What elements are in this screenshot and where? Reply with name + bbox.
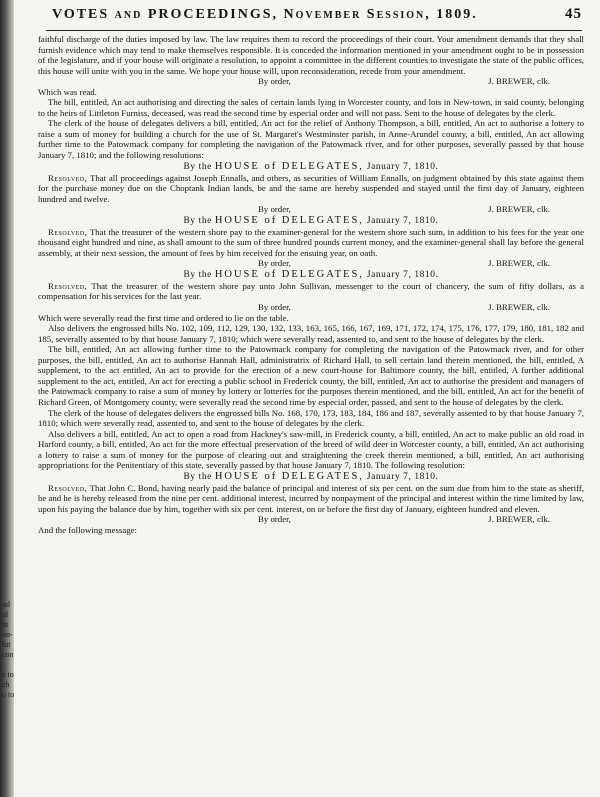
house-heading	[38, 269, 584, 281]
resolved-label: Resolved,	[48, 226, 88, 237]
text-paragraph	[38, 97, 584, 118]
text-paragraph	[38, 118, 584, 160]
text-paragraph	[38, 525, 584, 536]
by-order-text: By order,	[258, 514, 291, 525]
paragraph-text: The bill, entitled, An act allowing further time to the Patowmack company for completing the navigation of the Patowmack river, and for other purposes, the bill, entitled, An act to authorise Hannah Hall, administratrix of Richard Hall, to sell certain land therein mentioned, the bill, entitled, A supplement, to the act entitled, An act to provide for the erection of a new court-house for Baltimore county, the bill, entitled, A further additional supplement to the act, entitled, An act for erecting a public school in Frederick county, the bill, entitled, An act to authorise the president and managers of the Patowmack company to raise a sum of money by lottery or lotteries for the purposes therein mentioned, and the bill, entitled, An act for the benefit of Richard Green, of Montgomery county, were severally read the second time by especial order, passed, and sent to the house of delegates by the clerk.	[38, 344, 584, 407]
text-paragraph	[38, 87, 584, 98]
gutter-fragment: ch	[2, 680, 10, 689]
head-rule	[46, 30, 582, 31]
paragraph-text: Which were severally read the first time and ordered to lie on the table.	[38, 312, 289, 323]
by-order-text: By order,	[258, 258, 291, 269]
resolution-paragraph	[38, 173, 584, 205]
by-order-line	[38, 258, 584, 269]
heading-house: HOUSE of DELEGATES,	[214, 470, 364, 482]
heading-house: HOUSE of DELEGATES,	[214, 160, 364, 172]
heading-date: January 7, 1810.	[363, 269, 439, 280]
house-heading	[38, 471, 584, 483]
heading-house: HOUSE of DELEGATES,	[214, 268, 364, 280]
by-order-text: By order,	[258, 302, 291, 313]
paragraph-text: That John C. Bond, having nearly paid the balance of principal and interest of six per cent. on the sum due from him to the state as sheriff, be and he is hereby released from the nine per cent. additional interest, incurred by nonpayment of the principal and interest within the time limited by law, upon his paying the balance due by him, together with six per cent. interest, on or before the first day of January, eighteen hundred and eleven.	[38, 482, 584, 514]
paragraph-text: Which was read.	[38, 86, 97, 97]
running-head-title: VOTES and PROCEEDINGS, November Session, 1809.	[52, 7, 478, 22]
paragraph-text: Also delivers a bill, entitled, An act to open a road from Hackney's saw-mill, in Frederick county, a bill, entitled, An act to make public an old road in Harford county, a bill, entitled, An act for the more effectual preservation of the breed of wild deer in Worcester county, a bill, entitled, An act authorising a lottery to raise a sum of money for the purpose of clearing out and straightening the creek therein mentioned, a bill, entitled, An act authorising appropriations for the Penitentiary of this state, severally passed by that house January 7, 1810. The following resolution:	[38, 428, 584, 471]
house-heading	[38, 161, 584, 173]
clerk-signature: J. BREWER, clk.	[488, 514, 550, 525]
resolved-label: Resolved,	[48, 172, 88, 183]
by-order-line	[38, 514, 584, 525]
by-order-line	[38, 76, 584, 87]
heading-prefix: By the	[183, 215, 215, 226]
text-paragraph	[38, 323, 584, 344]
clerk-signature: J. BREWER, clk.	[488, 204, 550, 215]
resolution-paragraph	[38, 227, 584, 259]
by-order-line	[38, 204, 584, 215]
gutter-fragment: con	[2, 650, 14, 659]
text-paragraph	[38, 429, 584, 471]
gutter-fragments	[2, 600, 20, 700]
gutter-fragment: ol	[2, 610, 9, 619]
heading-house: HOUSE of DELEGATES,	[214, 214, 364, 226]
gutter-fragment: ht	[2, 620, 9, 629]
paragraph-text: That all proceedings against Joseph Ennalls, and others, as securities of William Ennalls, on judgment obtained by this state against them for the purchase money due on the Choptank Indian lands, be and the same are hereby suspended and stayed until the first day of January, eighteen hundred and twelve.	[38, 172, 584, 204]
paragraph-text: And the following message:	[38, 524, 137, 535]
heading-date: January 7, 1810.	[363, 471, 439, 482]
by-order-text: By order,	[258, 76, 291, 87]
paragraph-text: The bill, entitled, An act authorising and directing the sales of certain lands lying in Worcester county, and lots in New-town, in said county, belonging to the heirs of Littleton Furniss, deceased, was read the second time by especial order and will not pass. Sent to the house of delegates by the clerk.	[38, 97, 584, 118]
page-number: 45	[565, 6, 582, 22]
by-order-text: By order,	[258, 204, 291, 215]
resolved-label: Resolved,	[48, 280, 88, 291]
paragraph-text: faithful discharge of the duties imposed by law. The law requires them to record the proceedings of their court. Your amendment demands that they shall furnish evidence which may tend to make themselves responsible. It is conceded the information mentioned in your amendment ought to be in possession of the legislature, and if your house will originate a resolution, to appoint a committee in the different counties to investigate the state of the public offices, this house will unite with you in the same. We hope your house will, upon reconsideration, recede from your amendment.	[38, 34, 584, 76]
gutter-fragment: on-	[2, 630, 13, 639]
heading-date: January 7, 1810.	[363, 161, 439, 172]
document-body	[38, 34, 584, 536]
gutter-fragment: lut	[2, 640, 11, 649]
clerk-signature: J. BREWER, clk.	[488, 302, 550, 313]
text-paragraph	[38, 313, 584, 324]
text-paragraph	[38, 34, 584, 76]
paragraph-text: Also delivers the engrossed bills No. 102, 109, 112, 129, 130, 132, 133, 163, 165, 166, 167, 169, 171, 172, 174, 175, 176, 177, 179, 180, 181, 182 and 185, severally assented to by that house January 7, 1810; which were severally read, assented to, and sent to the house of delegates by the clerk.	[38, 323, 584, 344]
gutter-fragment	[2, 660, 20, 670]
heading-date: January 7, 1810.	[363, 215, 439, 226]
text-paragraph	[38, 408, 584, 429]
paragraph-text: The clerk of the house of delegates delivers the engrossed bills No. 168, 170, 173, 183, 184, 186 and 187, severally assented to by that house January 7, 1810; which were severally read, assented to, and sent to the house of delegates by the clerk.	[38, 407, 584, 429]
house-heading	[38, 215, 584, 227]
heading-prefix: By the	[183, 269, 215, 280]
text-paragraph	[38, 344, 584, 407]
resolution-paragraph	[38, 281, 584, 302]
heading-prefix: By the	[183, 161, 215, 172]
clerk-signature: J. BREWER, clk.	[488, 76, 550, 87]
heading-prefix: By the	[183, 471, 215, 482]
resolved-label: Resolved,	[48, 482, 88, 493]
running-head	[52, 6, 582, 28]
gutter-fragment: e to	[2, 670, 14, 679]
paragraph-text: That the treasurer of the western shore pay unto John Sullivan, messenger to the court of chancery, the sum of fifty dollars, as a compensation for his services for the last year.	[38, 280, 584, 302]
clerk-signature: J. BREWER, clk.	[488, 258, 550, 269]
gutter-fragment: o to	[2, 690, 15, 699]
by-order-line	[38, 302, 584, 313]
paragraph-text: The clerk of the house of delegates delivers a bill, entitled, An act for the relief of Anthony Thompson, a bill, entitled, An act to authorise a lottery to raise a sum of money for building a church for the use of St. Margaret's Westminster parish, in Anne-Arundel county, a bill, entitled, An act allowing further time to the Patowmack company for completing the navigation of the Patowmack river, and for other purposes, severally passed by that house January 7, 1810; and the following resolutions:	[38, 118, 584, 161]
resolution-paragraph	[38, 483, 584, 515]
gutter-fragment: ud	[2, 600, 10, 609]
paragraph-text: That the treasurer of the western shore pay to the examiner-general for the western shore such sum, in addition to his fees for the year one thousand eight hundred and nine, as shall amount to the sum of three hundred pounds current money, and the examiner-general shall lay before the general assembly, at their next session, the amount of fees by him received for the ensuing year, on oath.	[38, 226, 584, 258]
